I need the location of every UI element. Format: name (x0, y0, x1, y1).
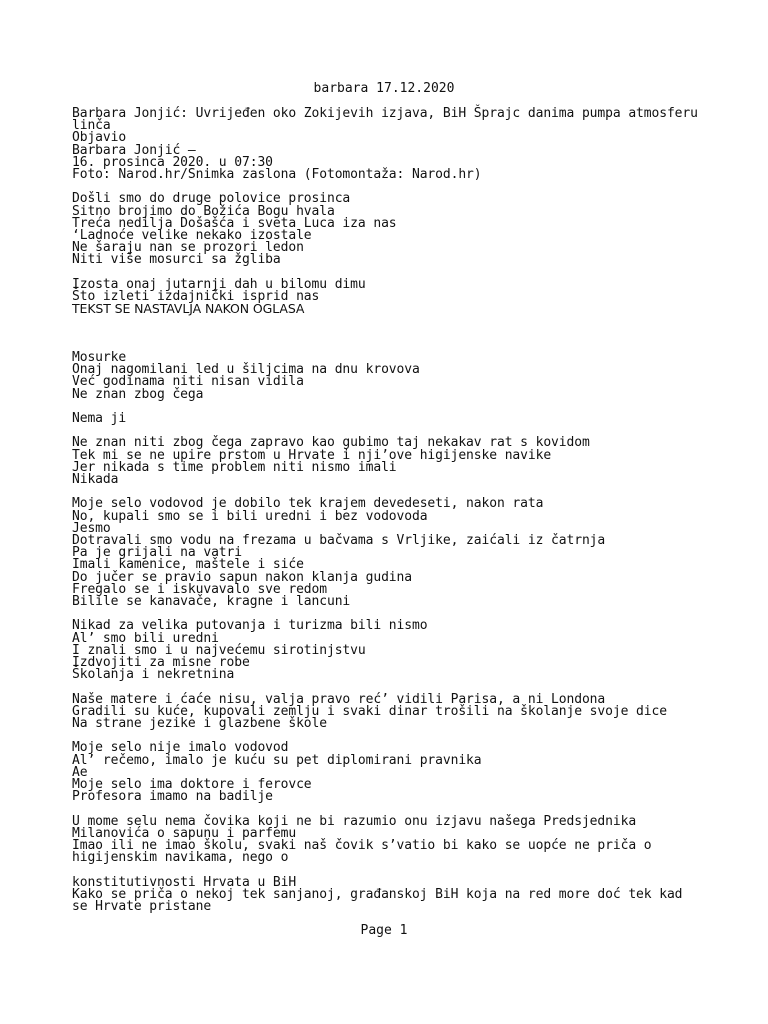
paragraph (72, 813, 704, 866)
text-line: Školanja i nekretnina (72, 667, 235, 683)
text-line: Naše matere i ćaće nisu, valja pravo reć’ vidili Parisa, a ni Londona (72, 691, 606, 707)
text-line: Onaj nagomilani led u šiljcima na dnu krovova (72, 362, 420, 378)
paragraph-header (72, 108, 704, 181)
ad-notice: TEKST SE NASTAVLJA NAKON OGLASA (72, 301, 305, 317)
text-line: Barbara Jonjić: Uvrijeđen oko Zokijevih izjava, BiH Šprajc danima pumpa atmosferu linča (72, 106, 706, 134)
paragraph (72, 352, 704, 401)
paragraph (72, 193, 704, 266)
text-line: konstitutivnosti Hrvata u BiH (72, 874, 297, 890)
text-line: Ae (72, 764, 88, 780)
text-line: Izosta onaj jutarnji dah u bilomu dimu (72, 276, 366, 292)
text-line: Objavio (72, 130, 127, 146)
page-number: Page 1 (360, 923, 408, 938)
text-line: Bilile se kanavače, kragne i lancuni (72, 594, 351, 610)
text-line: No, kupali smo se i bili uredni i bez vodovoda (72, 508, 428, 524)
paragraph (72, 276, 704, 317)
text-line: Moje selo ima doktore i ferovce (72, 777, 312, 793)
paragraph (72, 742, 704, 803)
text-line: Dotravali smo vodu na frezama u bačvama s Vrljike, zaićali iz čatrnja (72, 533, 606, 549)
text-line: Pa je grijali na vatri (72, 545, 242, 561)
text-line: Već godinama niti nisan vidila (72, 374, 304, 390)
text-line: Fregalo se i iskuvavalo sve redom (72, 581, 327, 597)
text-line: Ne znan zbog čega (72, 386, 204, 402)
text-line: Tek mi se ne upire prstom u Hrvate i nji’ove higijenske navike (72, 447, 552, 463)
text-line: U mome selu nema čovika koji ne bi razumio onu izjavu našega Predsjednika Milanovića o sapunu i parfemu (72, 813, 644, 841)
paragraph (72, 691, 704, 732)
text-line: Moje selo vodovod je dobilo tek krajem devedeseti, nakon rata (72, 496, 544, 512)
text-line: Profesora imamo na badilje (72, 789, 273, 805)
text-line: Ne šaraju nan se prozori ledon (72, 240, 304, 256)
text-line: Što izleti izdajnički isprid nas (72, 289, 320, 305)
text-line: Došli smo do druge polovice prosinca (72, 191, 351, 207)
text-line: Moje selo nije imalo vodovod (72, 740, 289, 756)
paragraph (72, 437, 704, 486)
text-line: Jer nikada s time problem niti nismo imali (72, 459, 397, 475)
text-line: Do jučer se pravio sapun nakon klanja gudina (72, 569, 412, 585)
text-line: Al’ rečemo, imalo je kuću su pet diplomirani pravnika (72, 752, 482, 768)
document-body (72, 108, 704, 925)
text-line: Al’ smo bili uredni (72, 630, 219, 646)
text-line: Nikad za velika putovanja i turizma bili nismo (72, 618, 428, 634)
text-line: Gradili su kuće, kupovali zemlju i svaki dinar trošili na školanje svoje dice (72, 703, 667, 719)
text-line: Treća nedilja Došašća i sveta Luca iza nas (72, 215, 397, 231)
document-title: barbara 17.12.2020 (313, 81, 455, 96)
text-line: Izdvojiti za misne robe (72, 655, 250, 671)
text-line: Imao ili ne imao školu, svaki naš čovik s’vatio bi kako se uopće ne priča o higijenskim navikama, nego o (72, 838, 660, 866)
text-line: 16. prosinca 2020. u 07:30 (72, 154, 273, 170)
text-line: Mosurke (72, 350, 127, 366)
paragraph (72, 498, 704, 608)
text-line: Ne znan niti zbog čega zapravo kao gubimo taj nekakav rat s kovidom (72, 435, 590, 451)
text-line: Sitno brojimo do Božića Bogu hvala (72, 203, 335, 219)
text-line: Na strane jezike i glazbene škole (72, 716, 327, 732)
text-line: Nikada (72, 472, 119, 488)
paragraph (72, 874, 704, 915)
text-line: Nema ji (72, 411, 127, 427)
text-line: Foto: Narod.hr/Snimka zaslona (Fotomontaža: Narod.hr) (72, 167, 482, 183)
text-line: ‘Ladnoće velike nekako izostale (72, 228, 312, 244)
text-line: I znali smo i u najvećemu sirotinjstvu (72, 642, 366, 658)
text-line: Jesmo (72, 520, 111, 536)
text-line: Kako se priča o nekoj tek sanjanoj, građanskoj BiH koja na red more doć tek kad se Hrvate pristane (72, 886, 691, 915)
text-line: Niti više mosurci sa žgliba (72, 252, 281, 268)
text-line: Imali kamenice, maštele i siće (72, 557, 304, 573)
text-line: Barbara Jonjić – (72, 142, 196, 158)
paragraph (72, 620, 704, 681)
paragraph (72, 413, 704, 425)
